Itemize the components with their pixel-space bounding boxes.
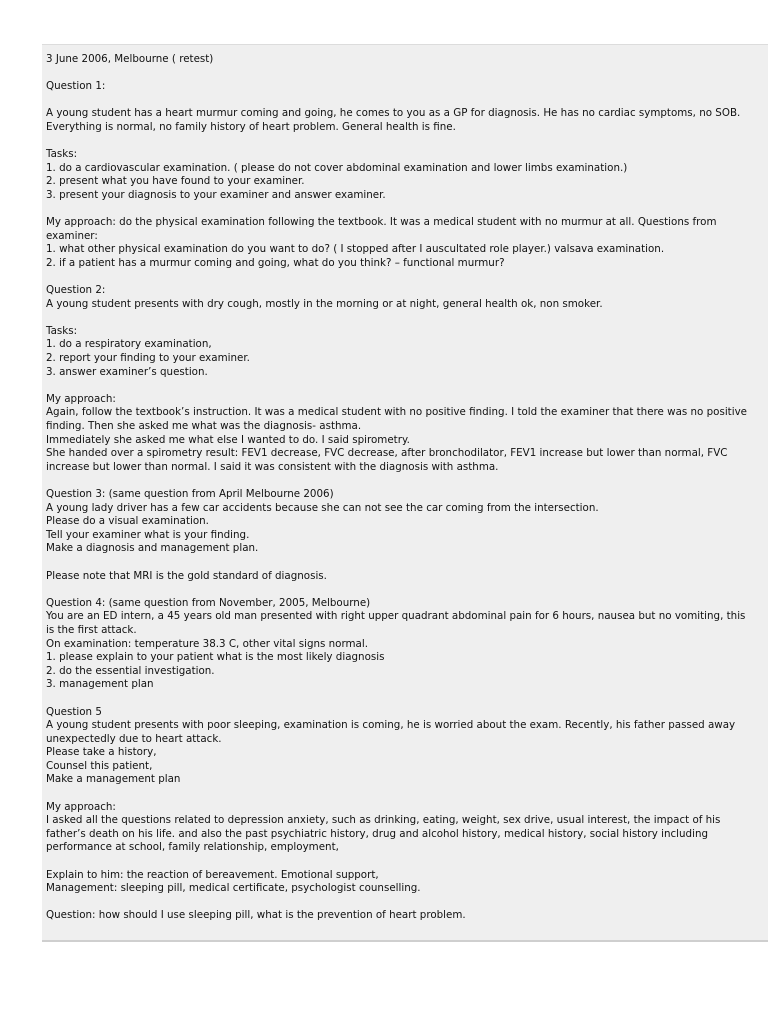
text-line: Question 1: [46,80,106,93]
text-line: 2. present what you have found to your examiner. [46,175,305,188]
text-line: 3. management plan [46,678,154,691]
text-line: 3. answer examiner’s question. [46,365,208,378]
text-line: She handed over a spirometry result: FEV1 decrease, FVC decrease, after bronchodilator, FEV1 increase but lower than normal, FVC [46,447,728,460]
text-line: Tasks: [46,148,78,161]
text-line: Management: sleeping pill, medical certificate, psychologist counselling. [46,882,421,895]
paragraph [46,869,768,896]
text-line: father’s death on his life. and also the past psychiatric history, drug and alcohol history, medical history, social history including [46,827,709,840]
text-line: Question 4: (same question from November, 2005, Melbourne) [46,596,371,609]
text-line: Question 3: (same question from April Melbourne 2006) [46,488,334,500]
text-line: Please note that MRI is the gold standard of diagnosis. [46,569,327,582]
text-line: unexpectedly due to heart attack. [46,732,222,745]
paragraph [46,909,768,923]
text-line: A young lady driver has a few car accidents because she can not see the car coming from the intersection. [46,501,599,514]
paragraph [46,53,768,67]
text-line: Question: how should I use sleeping pill, what is the prevention of heart problem. [46,909,466,922]
text-line: is the first attack. [46,623,137,636]
paragraph [46,597,768,692]
text-line: 1. please explain to your patient what is the most likely diagnosis [46,651,385,664]
text-line: Explain to him: the reaction of bereavement. Emotional support, [46,868,379,881]
text-line: Question 2: [46,284,106,297]
text-line: 1. what other physical examination do you want to do? ( I stopped after I auscultated role player.) valsava examination. [46,243,665,256]
text-line: Question 5 [46,705,102,718]
document-text [46,53,768,923]
paragraph [46,393,768,475]
paragraph [46,325,768,379]
text-line: 3 June 2006, Melbourne ( retest) [46,53,214,65]
text-line: A young student presents with dry cough, mostly in the morning or at night, general health ok, non smoker. [46,297,603,310]
text-line: On examination: temperature 38.3 C, other vital signs normal. [46,637,369,650]
text-line: 1. do a respiratory examination, [46,338,212,351]
text-line: performance at school, family relationship, employment, [46,841,339,854]
text-line: finding. Then she asked me what was the diagnosis- asthma. [46,420,362,433]
text-line: My approach: [46,392,116,405]
text-line: Make a management plan [46,773,181,786]
text-line: Please do a visual examination. [46,515,209,528]
paragraph [46,488,768,556]
paragraph [46,801,768,855]
text-line: My approach: do the physical examination following the textbook. It was a medical student with no murmur at all. Questions from [46,216,717,229]
text-line: My approach: [46,800,116,813]
text-line: Tasks: [46,324,78,337]
text-line: Everything is normal, no family history of heart problem. General health is fine. [46,120,456,133]
text-line: 2. if a patient has a murmur coming and going, what do you think? – functional murmur? [46,256,505,269]
paragraph [46,148,768,202]
text-line: You are an ED intern, a 45 years old man presented with right upper quadrant abdominal pain for 6 hours, nausea but no vomiting, this [46,610,746,623]
paragraph [46,107,768,134]
text-line: 1. do a cardiovascular examination. ( please do not cover abdominal examination and lower limbs examination.) [46,161,628,174]
paragraph [46,284,768,311]
text-line: I asked all the questions related to depression anxiety, such as drinking, eating, weight, sex drive, usual interest, the impact of his [46,814,721,827]
text-line: Counsel this patient, [46,759,153,772]
text-line: examiner: [46,229,98,242]
text-line: Make a diagnosis and management plan. [46,542,259,555]
paragraph [46,570,768,584]
text-line: Please take a history, [46,746,157,759]
text-line: A young student has a heart murmur coming and going, he comes to you as a GP for diagnosis. He has no cardiac symptoms, no SOB. [46,107,741,120]
paragraph [46,706,768,788]
paragraph [46,80,768,94]
document-page [42,44,768,942]
paragraph [46,216,768,270]
text-line: 2. do the essential investigation. [46,664,215,677]
text-line: 3. present your diagnosis to your examiner and answer examiner. [46,188,386,201]
text-line: Immediately she asked me what else I wanted to do. I said spirometry. [46,433,410,446]
text-line: Tell your examiner what is your finding. [46,528,250,541]
text-line: Again, follow the textbook’s instruction. It was a medical student with no positive finding. I told the examiner that there was no positive [46,406,748,419]
text-line: A young student presents with poor sleeping, examination is coming, he is worried about the exam. Recently, his father passed away [46,719,736,732]
text-line: 2. report your finding to your examiner. [46,352,250,365]
text-line: increase but lower than normal. I said it was consistent with the diagnosis with asthma. [46,460,499,473]
